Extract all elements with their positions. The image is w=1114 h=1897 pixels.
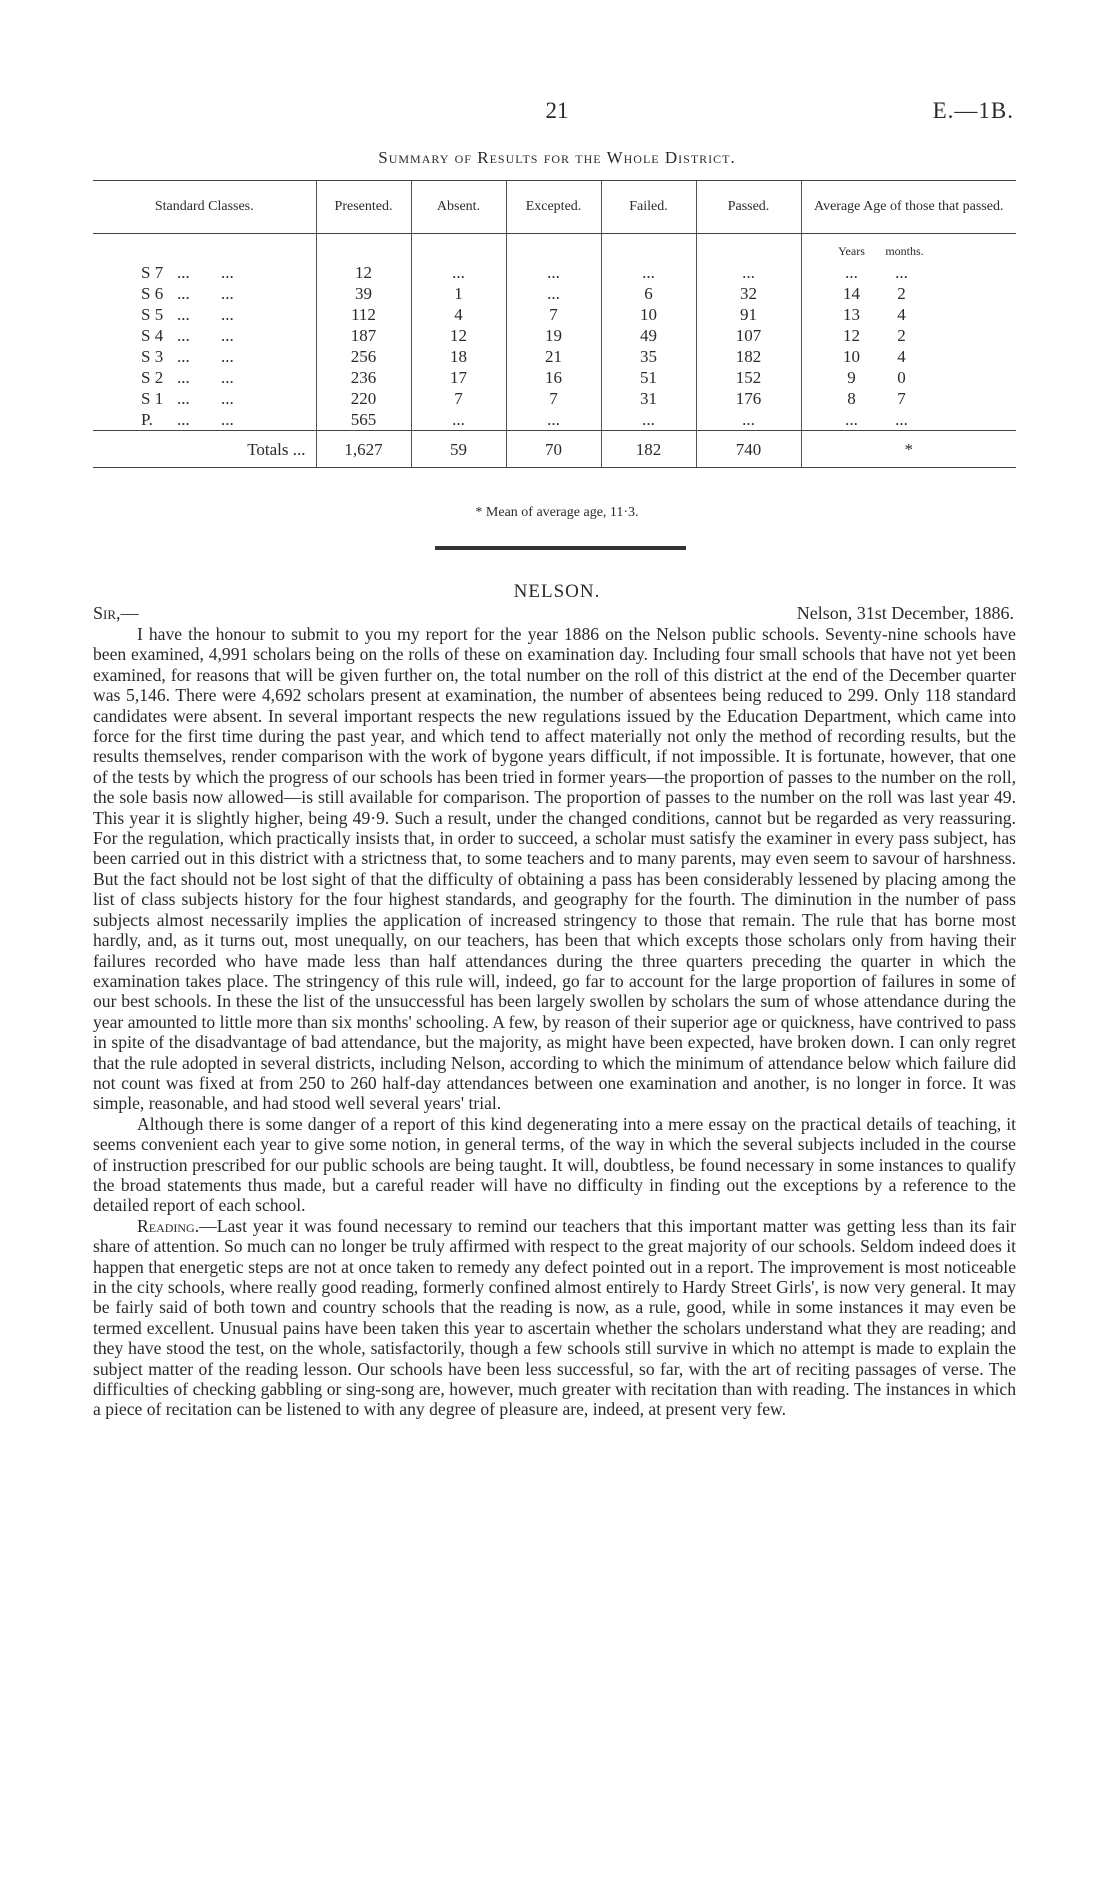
total-excepted: 70	[506, 431, 601, 468]
excepted-cell: 16	[506, 367, 601, 388]
age-years-cell: 10	[843, 347, 860, 366]
table-row	[93, 283, 1016, 304]
age-months-cell: 4	[897, 305, 906, 324]
failed-cell: 31	[601, 388, 696, 409]
absent-cell: 4	[411, 304, 506, 325]
leader-dots: ...	[177, 368, 190, 387]
age-years-cell: ...	[845, 263, 858, 282]
total-failed: 182	[601, 431, 696, 468]
table-row	[93, 409, 1016, 431]
standard-class: S 6	[141, 284, 164, 303]
absent-cell: 12	[411, 325, 506, 346]
leader-dots: ...	[221, 389, 234, 408]
table-row	[93, 388, 1016, 409]
failed-cell: 6	[601, 283, 696, 304]
age-months-cell: ...	[895, 263, 908, 282]
excepted-cell: 7	[506, 388, 601, 409]
leader-dots: ...	[221, 263, 234, 282]
reading-paragraph	[93, 1216, 1016, 1420]
reading-text: —Last year it was found necessary to remind our teachers that this important matter was getting less than its fair share of attention. So much can no longer be truly affirmed with respect to the great majority of our schools. Seldom indeed does it happen that energetic steps are not at once taken to remedy any defect pointed out in a report. The improvement is most noticeable in the city schools, where really good reading, formerly confined almost entirely to Hardy Street Girls', is now very general. It may be fairly said of both town and country schools that the reading is now, as a rule, good, while in some instances it may even be termed excellent. Unusual pains have been taken this year to ascertain whether the scholars understand what they are reading; and they have stood the test, on the whole, satisfactorily, though a few schools still survive in which no attempt is made to explain the subject matter of the reading lesson. Our schools have been less successful, so far, with the art of reciting passages of verse. The difficulties of checking gabbling or sing-song are, however, much greater with recitation than with reading. The instances in which a piece of recitation can be listened to with any degree of pleasure are, indeed, at present very few.	[93, 1215, 1016, 1420]
failed-cell: ...	[601, 262, 696, 283]
absent-cell: 1	[411, 283, 506, 304]
excepted-cell: ...	[506, 283, 601, 304]
total-presented: 1,627	[316, 431, 411, 468]
absent-cell: ...	[411, 409, 506, 431]
leader-dots: ...	[221, 347, 234, 366]
absent-cell: 17	[411, 367, 506, 388]
dateline: Nelson, 31st December, 1886.	[796, 603, 1014, 623]
standard-class: S 4	[141, 326, 164, 345]
leader-dots: ...	[177, 305, 190, 324]
failed-cell: 10	[601, 304, 696, 325]
leader-dots: ...	[177, 326, 190, 345]
excepted-cell: ...	[506, 262, 601, 283]
leader-dots: ...	[177, 410, 190, 429]
table-row	[93, 262, 1016, 283]
passed-cell: 182	[696, 346, 801, 367]
table-row	[93, 367, 1016, 388]
age-months-cell: 2	[897, 326, 906, 345]
age-months-cell: 7	[897, 389, 906, 408]
section-divider	[435, 546, 686, 550]
excepted-cell: 19	[506, 325, 601, 346]
leader-dots: ...	[221, 305, 234, 324]
paragraph: I have the honour to submit to you my report for the year 1886 on the Nelson public schools. Seventy-nine schools have been examined, 4,991 scholars being on the rolls of these on examination day. Including four small schools that have not yet been examined, for reasons that will be given further on, the total number on the roll of this district at the end of the December quarter was 5,146. There were 4,692 scholars present at examination, the number of absentees being reduced to 299. Only 118 standard candidates were absent. In several important respects the new regulations issued by the Education Department, which came into force for the first time during the past year, and which tend to affect materially not only the method of recording results, but the results themselves, render comparison with the work of bygone years difficult, if not impossible. It is fortunate, however, that one of the tests by which the progress of our schools has been tried in former years—the proportion of passes to the number on the roll, the sole basis now allowed—is still available for comparison. The proportion of passes to the number on the roll was last year 49. This year it is slightly higher, being 49·9. Such a result, under the changed conditions, cannot but be regarded as very reassuring. For the regulation, which practically insists that, in order to succeed, a scholar must satisfy the examiner in every pass subject, has been carried out in this district with a strictness that, to some teachers and to many parents, may even seem to savour of harshness. But the fact should not be lost sight of that the difficulty of obtaining a pass has been considerably lessened by placing among the list of class subjects history for the four highest standards, and geography for the fourth. The diminution in the number of pass subjects almost necessarily implies the application of increased stringency to those that remain. The rule that has borne most hardly, and, as it turns out, most unequally, on our teachers, has been that which excepts those scholars only from having their failures recorded who have made less than half attendances during the three quarters preceding the quarter in which the examination takes place. The stringency of this rule will, indeed, go far to account for the large proportion of failures in some of our best schools. In these the list of the unsuccessful has been largely swollen by scholars the sum of whose attendance during the year amounted to little more than six months' schooling. A few, by reason of their superior age or quickness, have contrived to pass in spite of the disadvantage of bad attendance, but the majority, as might have been expected, have broken down. I can only regret that the rule adopted in several districts, including Nelson, according to which the minimum of attendance below which failure did not count was fixed at from 250 to 260 half-day attendances between one examination and another, is no longer in force. It was simple, reasonable, and had stood well several years' trial.	[93, 624, 1016, 1114]
failed-cell: 49	[601, 325, 696, 346]
absent-cell: 18	[411, 346, 506, 367]
age-months-cell: 4	[897, 347, 906, 366]
table-row	[93, 346, 1016, 367]
passed-cell: 91	[696, 304, 801, 325]
presented-cell: 256	[316, 346, 411, 367]
total-absent: 59	[411, 431, 506, 468]
presented-cell: 236	[316, 367, 411, 388]
age-years-cell: 9	[847, 368, 856, 387]
passed-cell: ...	[696, 262, 801, 283]
standard-class: P.	[141, 410, 153, 429]
years-unit: Years	[838, 243, 865, 258]
passed-cell: 176	[696, 388, 801, 409]
leader-dots: ...	[221, 326, 234, 345]
age-years-cell: ...	[845, 410, 858, 429]
leader-dots: ...	[177, 389, 190, 408]
age-months-cell: ...	[895, 410, 908, 429]
absent-cell: 7	[411, 388, 506, 409]
col-failed: Failed.	[601, 181, 696, 234]
col-standard-classes: Standard Classes.	[93, 181, 316, 234]
document-code: E.—1B.	[932, 98, 1014, 123]
age-units	[801, 234, 1016, 263]
salutation: Sir,—	[93, 603, 139, 623]
summary-table	[93, 180, 1016, 468]
standard-class: S 7	[141, 263, 164, 282]
presented-cell: 12	[316, 262, 411, 283]
paragraph: Although there is some danger of a report of this kind degenerating into a mere essay on the practical details of teaching, it seems convenient each year to give some notion, in general terms, of the way in which the several subjects included in the course of instruction prescribed for our public schools are being taught. It will, doubtless, be found necessary in some instances to qualify the broad statements thus made, but a careful reader will have no difficulty in finding out the exceptions by a reference to the detailed report of each school.	[93, 1113, 1016, 1216]
age-years-cell: 14	[843, 284, 860, 303]
section-title: NELSON.	[513, 581, 601, 602]
col-excepted: Excepted.	[506, 181, 601, 234]
presented-cell: 220	[316, 388, 411, 409]
failed-cell: ...	[601, 409, 696, 431]
presented-cell: 112	[316, 304, 411, 325]
months-unit: months.	[885, 243, 924, 258]
col-average-age: Average Age of those that passed.	[801, 181, 1016, 234]
leader-dots: ...	[177, 284, 190, 303]
passed-cell: 107	[696, 325, 801, 346]
presented-cell: 187	[316, 325, 411, 346]
passed-cell: 32	[696, 283, 801, 304]
totals-label: Totals ...	[93, 431, 316, 468]
leader-dots: ...	[221, 410, 234, 429]
excepted-cell: 21	[506, 346, 601, 367]
reading-heading: Reading.	[137, 1215, 200, 1236]
table-footnote: * Mean of average age, 11·3.	[475, 505, 639, 520]
totals-row	[93, 431, 1016, 468]
standard-class: S 2	[141, 368, 164, 387]
leader-dots: ...	[177, 347, 190, 366]
age-months-cell: 2	[897, 284, 906, 303]
total-passed: 740	[696, 431, 801, 468]
age-years-cell: 13	[843, 305, 860, 324]
passed-cell: 152	[696, 367, 801, 388]
presented-cell: 565	[316, 409, 411, 431]
summary-header-row	[93, 181, 1016, 234]
presented-cell: 39	[316, 283, 411, 304]
page-number: 21	[545, 98, 569, 123]
total-age-marker: *	[801, 431, 1016, 468]
absent-cell: ...	[411, 262, 506, 283]
failed-cell: 35	[601, 346, 696, 367]
excepted-cell: 7	[506, 304, 601, 325]
failed-cell: 51	[601, 367, 696, 388]
leader-dots: ...	[221, 284, 234, 303]
age-years-cell: 12	[843, 326, 860, 345]
excepted-cell: ...	[506, 409, 601, 431]
standard-class: S 5	[141, 305, 164, 324]
units-row	[93, 234, 1016, 263]
standard-class: S 1	[141, 389, 164, 408]
age-years-cell: 8	[847, 389, 856, 408]
col-passed: Passed.	[696, 181, 801, 234]
standard-class: S 3	[141, 347, 164, 366]
leader-dots: ...	[221, 368, 234, 387]
summary-title: Summary of Results for the Whole District.	[378, 148, 736, 167]
leader-dots: ...	[177, 263, 190, 282]
table-row	[93, 325, 1016, 346]
table-row	[93, 304, 1016, 325]
col-presented: Presented.	[316, 181, 411, 234]
age-months-cell: 0	[897, 368, 906, 387]
passed-cell: ...	[696, 409, 801, 431]
col-absent: Absent.	[411, 181, 506, 234]
report-body	[93, 624, 1016, 1420]
